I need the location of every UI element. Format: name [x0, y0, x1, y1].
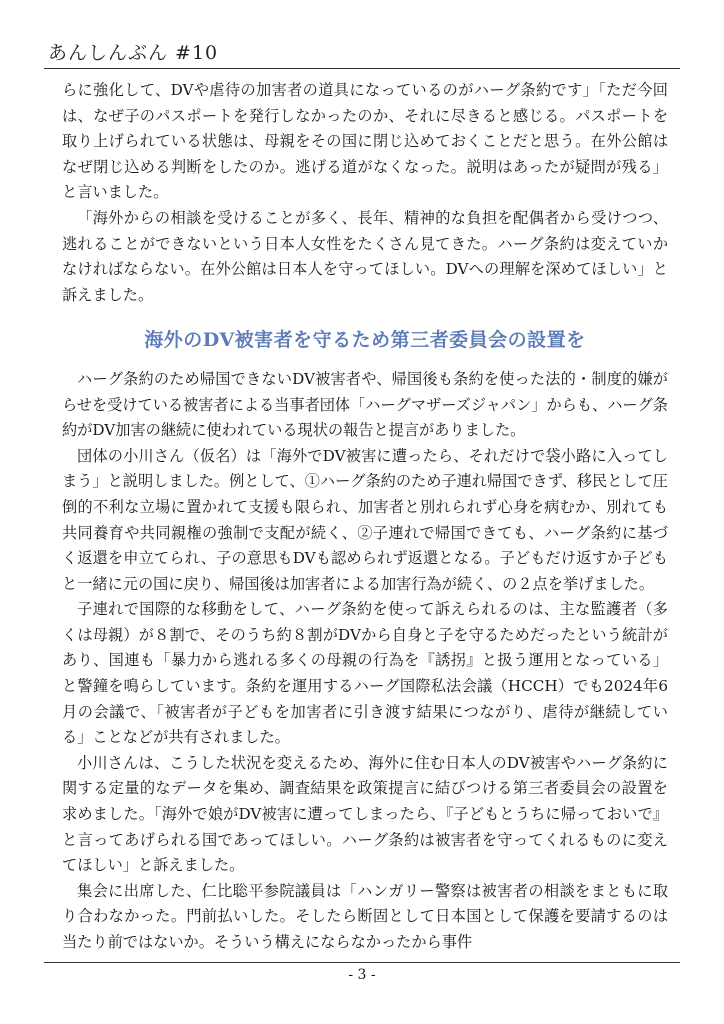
newsletter-title: あんしんぶん #10	[48, 42, 219, 64]
paragraph: 子連れで国際的な移動をして、ハーグ条約を使って訴えられるのは、主な監護者（多くは母親）が８割で、そのうち約８割がDVから自身と子を守るためだったという統計があり、国連も「暴力から逃れる多くの母親の行為を『誘拐』と扱う運用となっている」と警鐘を鳴らしています。条約を運用するハーグ国際私法会議（HCCH）でも2024年6月の会議で、「被害者が子どもを加害者に引き渡す結果につながり、虐待が継続している」ことなどが共有されました。	[62, 600, 668, 747]
footer-divider	[44, 962, 680, 963]
paragraph: 「海外からの相談を受けることが多く、長年、精神的な負担を配偶者から受けつつ、逃れることができないという日本人女性をたくさん見てきた。ハーグ条約は変えていかなければならない。在外公館は日本人を守ってほしい。DVへの理解を深めてほしい」と訴えました。	[62, 208, 668, 304]
paragraph: 集会に出席した、仁比聡平参院議員は「ハンガリー警察は被害者の相談をまともに取り合わなかった。門前払いした。そしたら断固として日本国として保護を要請するのは当たり前ではないか。そういう構えにならなかったから事件	[62, 881, 668, 951]
paragraph: 団体の小川さん（仮名）は「海外でDV被害に遭ったら、それだけで袋小路に入ってしまう」と説明しました。例として、①ハーグ条約のため子連れ帰国できず、移民として圧倒的不利な立場に置かれて支援も限られ、加害者と別れられず心身を病むか、別れても共同養育や共同親権の強制で支配が続く、②子連れで帰国できても、ハーグ条約に基づく返還を申立てられ、子の意思もDVも認められず返還となる。子どもだけ返すか子どもと一緒に元の国に戻り、帰国後は加害者による加害行為が続く、の２点を挙げました。	[62, 446, 668, 593]
paragraph: ハーグ条約のため帰国できないDV被害者や、帰国後も条約を使った法的・制度的嫌がらせを受けている被害者による当事者団体「ハーグマザーズジャパン」からも、ハーグ条約がDV加害の継続に使われている現状の報告と提言がありました。	[62, 369, 668, 440]
header-divider	[44, 68, 680, 69]
article-body	[62, 78, 668, 956]
paragraph: 小川さんは、こうした状況を変えるため、海外に住む日本人のDV被害やハーグ条約に関する定量的なデータを集め、調査結果を政策提言に結びつける第三者委員会の設置を求めました。「海外で娘がDV被害に遭ってしまったら、『子どもとうちに帰っておいで』と言ってあげられる国であってほしい。ハーグ条約は被害者を守ってくれるものに変えてほしい」と訴えました。	[62, 753, 668, 875]
paragraph: らに強化して、DVや虐待の加害者の道具になっているのがハーグ条約です」「ただ今回は、なぜ子のパスポートを発行しなかったのか、それに尽きると感じる。パスポートを取り上げられている状態は、母親をその国に閉じ込めておくことだと思う。在外公館はなぜ閉じ込める判断をしたのか。逃げる道がなくなった。説明はあったが疑問が残る」と言いました。	[62, 81, 668, 202]
page-number: - 3 -	[348, 967, 376, 983]
section-heading: 海外のDV被害者を守るため第三者委員会の設置を	[144, 329, 586, 352]
